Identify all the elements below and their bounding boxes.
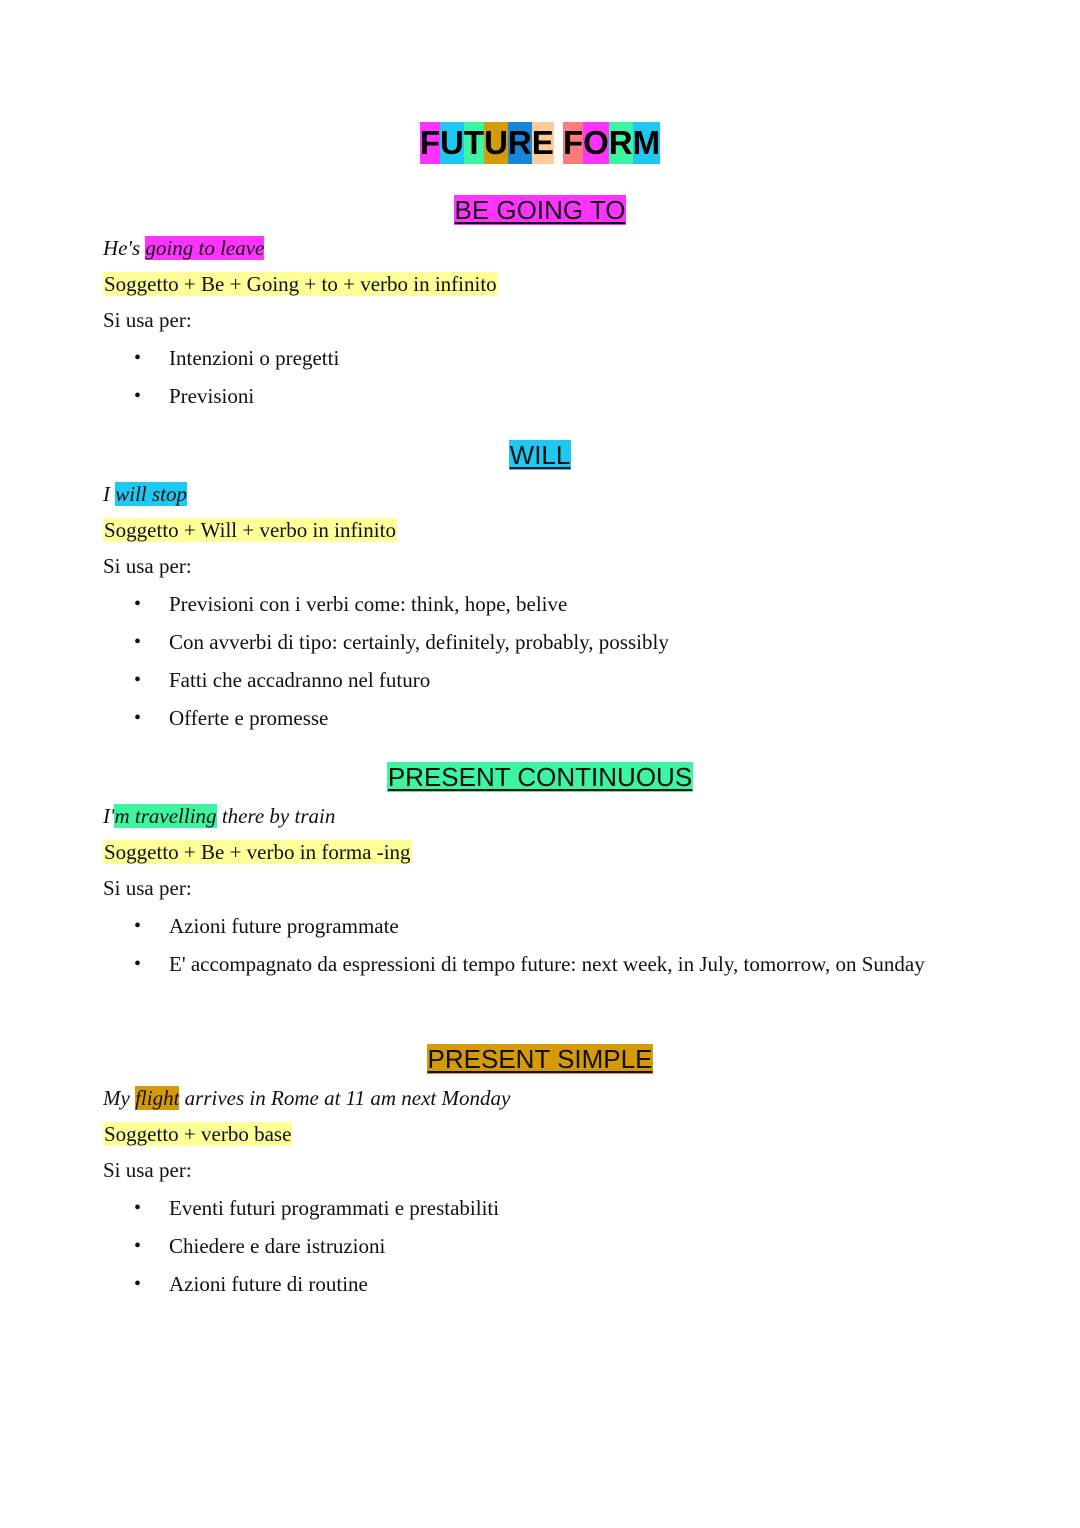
example-sentence (103, 234, 264, 262)
list-item (0, 1232, 1080, 1270)
section-heading-be-going-to (0, 194, 1080, 226)
title-letter: M (633, 122, 661, 164)
example-pre: My (103, 1086, 136, 1110)
formula-text: Soggetto + Be + Going + to + verbo in infinito (104, 272, 497, 296)
bullet-icon: • (134, 915, 142, 937)
list-item-text: Con avverbi di tipo: certainly, definitely, probably, possibly (169, 630, 669, 654)
formula-line (103, 838, 412, 866)
title-letter: F (420, 122, 440, 164)
list-item (0, 382, 1080, 420)
title-text (420, 124, 660, 161)
usage-label: Si usa per: (103, 876, 192, 900)
title-letter: R (508, 122, 532, 164)
list-item (0, 950, 1080, 988)
formula-line (103, 1120, 292, 1148)
list-item-text: Previsioni con i verbi come: think, hope, belive (169, 592, 568, 616)
example-sentence (103, 802, 335, 830)
page-title (0, 122, 1080, 164)
title-letter: R (609, 122, 633, 164)
list-item (0, 1270, 1080, 1308)
example-sentence (103, 480, 187, 508)
example-sentence (103, 1084, 510, 1112)
formula-text: Soggetto + verbo base (104, 1122, 292, 1146)
heading-text: BE GOING TO (454, 195, 626, 225)
bullet-list (0, 344, 1080, 420)
usage-label: Si usa per: (103, 1158, 192, 1182)
title-letter: U (484, 122, 508, 164)
bullet-list (0, 912, 1080, 988)
bullet-icon: • (134, 631, 142, 653)
list-item-text: Azioni future programmate (169, 914, 399, 938)
formula-text: Soggetto + Will + verbo in infinito (104, 518, 396, 542)
list-item (0, 1194, 1080, 1232)
list-item-text: Fatti che accadranno nel futuro (169, 668, 431, 692)
bullet-icon: • (134, 953, 142, 975)
heading-text: PRESENT SIMPLE (427, 1044, 653, 1074)
title-letter: O (583, 122, 609, 164)
bullet-icon: • (134, 347, 142, 369)
section-heading-will (0, 439, 1080, 471)
list-item (0, 704, 1080, 742)
list-item-text: E' accompagnato da espressioni di tempo future: next week, in July, tomorrow, on Sunday (169, 952, 925, 976)
bullet-icon: • (134, 593, 142, 615)
list-item-text: Previsioni (169, 384, 255, 408)
heading-text: WILL (509, 440, 571, 470)
example-highlight: m travelling (114, 804, 217, 828)
section-heading-present-simple (0, 1043, 1080, 1075)
example-highlight: going to leave (145, 236, 265, 260)
list-item-text: Eventi futuri programmati e prestabiliti (169, 1196, 500, 1220)
example-highlight: flight (135, 1086, 180, 1110)
bullet-icon: • (134, 385, 142, 407)
example-post: there by train (216, 804, 336, 828)
list-item (0, 344, 1080, 382)
title-letter (554, 122, 563, 164)
list-item-text: Azioni future di routine (169, 1272, 368, 1296)
list-item-text: Intenzioni o pregetti (169, 346, 340, 370)
title-letter: T (464, 122, 484, 164)
bullet-icon: • (134, 669, 142, 691)
bullet-icon: • (134, 1273, 142, 1295)
bullet-icon: • (134, 1235, 142, 1257)
bullet-icon: • (134, 707, 142, 729)
title-letter: F (563, 122, 583, 164)
example-post: arrives in Rome at 11 am next Monday (179, 1086, 511, 1110)
example-pre: I' (103, 804, 115, 828)
example-highlight: will stop (115, 482, 188, 506)
list-item-text: Chiedere e dare istruzioni (169, 1234, 386, 1258)
formula-text: Soggetto + Be + verbo in forma -ing (104, 840, 411, 864)
title-letter: U (440, 122, 464, 164)
list-item (0, 590, 1080, 628)
usage-label: Si usa per: (103, 554, 192, 578)
title-letter: E (532, 122, 554, 164)
list-item (0, 628, 1080, 666)
usage-label: Si usa per: (103, 308, 192, 332)
heading-text: PRESENT CONTINUOUS (387, 762, 693, 792)
formula-line (103, 516, 397, 544)
example-pre: He's (103, 236, 146, 260)
formula-line (103, 270, 498, 298)
bullet-list (0, 590, 1080, 742)
list-item (0, 912, 1080, 950)
section-heading-present-continuous (0, 761, 1080, 793)
list-item (0, 666, 1080, 704)
example-pre: I (103, 482, 116, 506)
list-item-text: Offerte e promesse (169, 706, 329, 730)
bullet-icon: • (134, 1197, 142, 1219)
bullet-list (0, 1194, 1080, 1308)
